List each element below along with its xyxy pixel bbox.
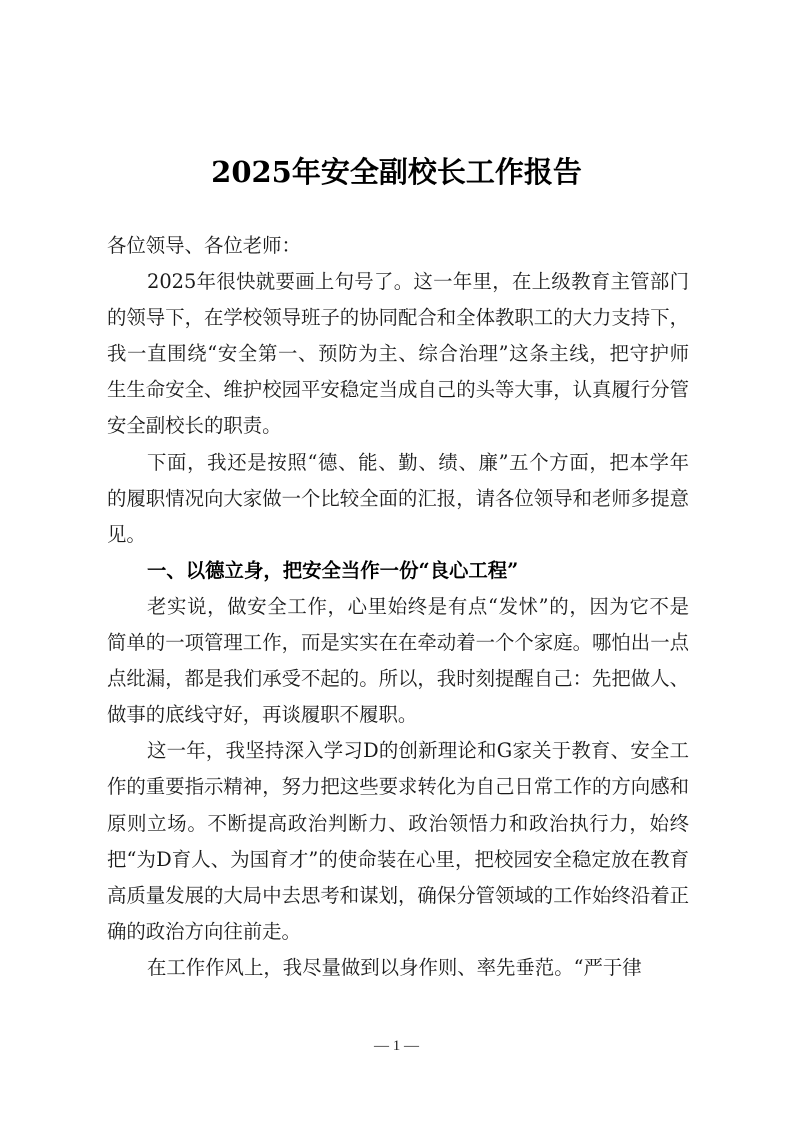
paragraph-section1-b: 这一年，我坚持深入学习D的创新理论和G家关于教育、安全工作的重要指示精神，努力把这些要求转化为自己日常工作的方向感和原则立场。不断提高政治判断力、政治领悟力和政治执行力，始终把“为D育人、为国育才”的使命装在心里，把校园安全稳定放在教育高质量发展的大局中去思考和谋划，确保分管领域的工作始终沿着正确的政治方向往前走。 (107, 739, 689, 943)
document-body (107, 228, 689, 986)
paragraph-section1-a: 老实说，做安全工作，心里始终是有点“发怵”的，因为它不是简单的一项管理工作，而是实实在在牵动着一个个家庭。哪怕出一点点纰漏，都是我们承受不起的。所以，我时刻提醒自己：先把做人、做事的底线守好，再谈履职不履职。 (107, 594, 689, 727)
paragraph-section1-c: 在工作作风上，我尽量做到以身作则、率先垂范。“严于律 (147, 955, 642, 979)
paragraph-intro: 2025年很快就要画上句号了。这一年里，在上级教育主管部门的领导下，在学校领导班子的协同配合和全体教职工的大力支持下，我一直围绕“安全第一、预防为主、综合治理”这条主线，把守护师生生命安全、维护校园平安稳定当成自己的头等大事，认真履行分管安全副校长的职责。 (107, 270, 689, 438)
paragraph-outline: 下面，我还是按照“德、能、勤、绩、廉”五个方面，把本学年的履职情况向大家做一个比较全面的汇报，请各位领导和老师多提意见。 (107, 450, 689, 546)
salutation: 各位领导、各位老师： (107, 234, 301, 257)
page-number: — 1 — (374, 1038, 419, 1054)
section-heading-1: 一、以德立身，把安全当作一份“良心工程” (147, 558, 519, 582)
document-title: 2025年安全副校长工作报告 (211, 155, 582, 189)
